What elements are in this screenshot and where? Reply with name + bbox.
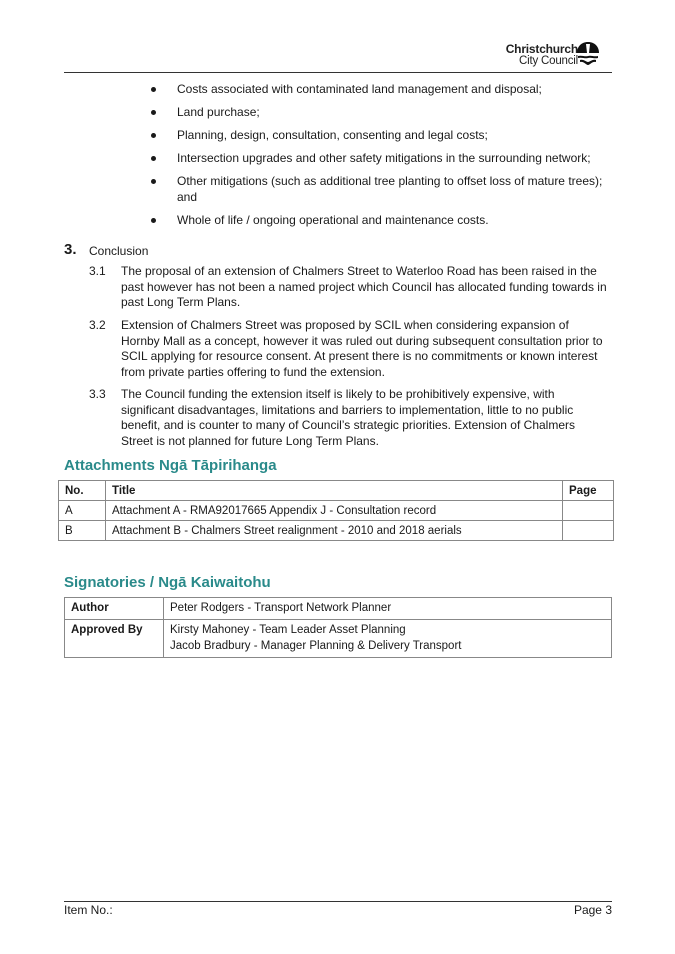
attachment-title: Attachment B - Chalmers Street realignment - 2010 and 2018 aerials	[106, 521, 563, 541]
paragraph-number: 3.3	[89, 387, 106, 401]
author-value: Peter Rodgers - Transport Network Planner	[164, 598, 612, 620]
list-item	[148, 81, 608, 97]
paragraph-text: The proposal of an extension of Chalmers Street to Waterloo Road has been raised in the past however has not been a named project which Council has allocated funding towards in past Long Term Plans.	[121, 264, 607, 309]
council-logo-text	[506, 43, 578, 67]
approver-1: Kirsty Mahoney - Team Leader Asset Planning	[170, 624, 406, 636]
section-number: 3.	[64, 241, 77, 258]
bullet-icon	[151, 218, 156, 223]
bullet-icon	[151, 156, 156, 161]
table-row	[65, 598, 612, 620]
approver-2: Jacob Bradbury - Manager Planning & Delivery Transport	[170, 640, 462, 652]
bullet-icon	[151, 179, 156, 184]
list-item	[148, 150, 608, 166]
paragraph	[89, 387, 609, 449]
author-label: Author	[65, 598, 164, 620]
list-item	[148, 104, 608, 120]
approved-label: Approved By	[65, 620, 164, 658]
section-title: Conclusion	[89, 244, 149, 258]
attachment-no: B	[59, 521, 106, 541]
list-item	[148, 173, 608, 205]
paragraph	[89, 318, 609, 380]
table-row	[65, 620, 612, 658]
bullet-icon	[151, 110, 156, 115]
bullet-text: Planning, design, consultation, consenting and legal costs;	[177, 128, 488, 142]
table-row	[59, 501, 614, 521]
bullet-text: Land purchase;	[177, 105, 260, 119]
signatories-heading: Signatories / Ngā Kaiwaitohu	[64, 574, 271, 591]
attachment-page	[563, 521, 614, 541]
approved-value	[164, 620, 612, 658]
attachment-no: A	[59, 501, 106, 521]
paragraph-number: 3.1	[89, 264, 106, 278]
table-row	[59, 521, 614, 541]
column-header: Page	[563, 481, 614, 501]
footer-divider	[64, 901, 612, 902]
cost-bullet-list	[148, 81, 608, 235]
logo-line-1: Christchurch	[505, 42, 578, 56]
signatories-table	[64, 597, 612, 658]
attachment-title: Attachment A - RMA92017665 Appendix J - Consultation record	[106, 501, 563, 521]
bullet-icon	[151, 133, 156, 138]
footer-item-no: Item No.:	[64, 903, 113, 917]
footer-page-number: Page 3	[573, 903, 612, 917]
header-divider	[64, 72, 612, 73]
paragraph-text: Extension of Chalmers Street was proposed by SCIL when considering expansion of Hornby Mall as a concept, however it was ruled out during subsequent consultation prior to SCIL applying for resource consent. At present there is no commitments or known interest from private parties offering to fund the extension.	[121, 318, 603, 379]
bullet-text: Other mitigations (such as additional tree planting to offset loss of mature trees); and	[177, 174, 603, 204]
attachments-table	[58, 480, 614, 541]
table-header-row	[59, 481, 614, 501]
paragraph-number: 3.2	[89, 318, 106, 332]
logo-line-2: City Council	[519, 55, 578, 67]
list-item	[148, 212, 608, 228]
column-header: No.	[59, 481, 106, 501]
bullet-text: Intersection upgrades and other safety mitigations in the surrounding network;	[177, 151, 591, 165]
attachment-page	[563, 501, 614, 521]
attachments-heading: Attachments Ngā Tāpirihanga	[64, 457, 277, 474]
column-header: Title	[106, 481, 563, 501]
bullet-icon	[151, 87, 156, 92]
list-item	[148, 127, 608, 143]
bullet-text: Costs associated with contaminated land management and disposal;	[177, 82, 542, 96]
paragraph	[89, 264, 609, 311]
bullet-text: Whole of life / ongoing operational and maintenance costs.	[177, 213, 489, 227]
council-logo-icon	[576, 41, 600, 67]
paragraph-text: The Council funding the extension itself is likely to be prohibitively expensive, with significant disadvantages, limitations and barriers to implementation, little to no public benefit, and is counter to many of Council’s strategic priorities. Extension of Chalmers Street is not planned for future Long Term Plans.	[121, 387, 575, 448]
